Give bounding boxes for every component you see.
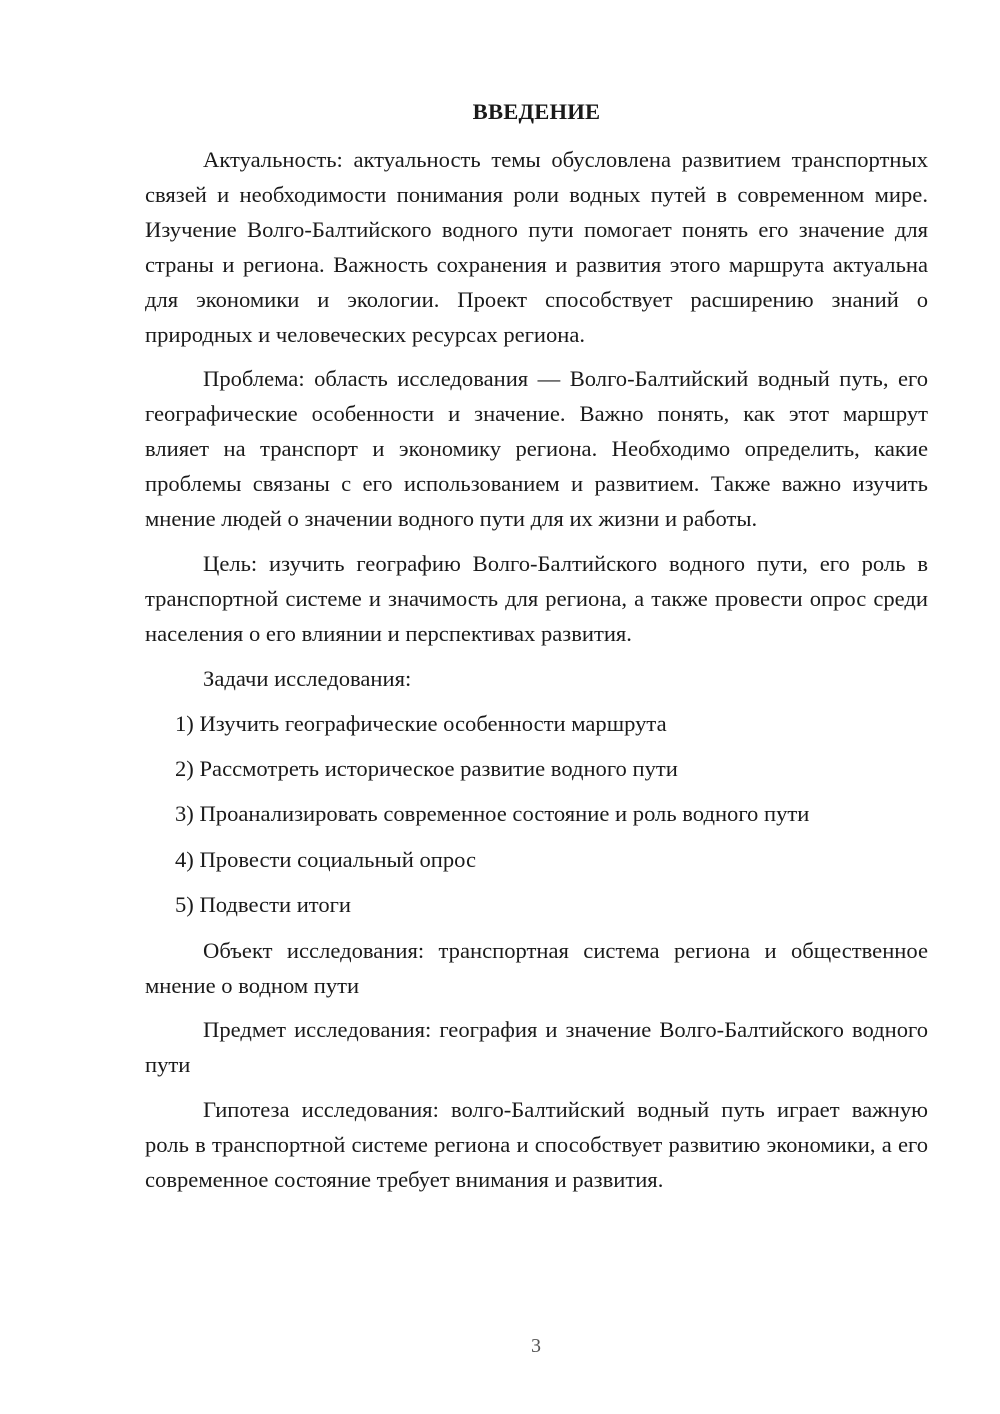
- goal-paragraph: Цель: изучить географию Волго-Балтийского водного пути, его роль в транспортной системе и значимость для региона, а также провести опрос среди населения о его влиянии и перспективах развития.: [145, 550, 928, 646]
- task-item: 2) Рассмотреть историческое развитие водного пути: [175, 756, 678, 781]
- page-content: [145, 95, 928, 1208]
- tasks-list: [145, 707, 928, 924]
- hypothesis-paragraph: Гипотеза исследования: волго-Балтийский водный путь играет важную роль в транспортной системе региона и способствует развитию экономики, а его современное состояние требует внимания и развития.: [145, 1097, 928, 1193]
- task-item: 1) Изучить географические особенности маршрута: [175, 710, 667, 736]
- problem-paragraph: Проблема: область исследования — Волго-Балтийский водный путь, его географические особенности и значение. Важно понять, как этот маршрут влияет на транспорт и экономику региона. Необходимо определить, какие проблемы связаны с его использованием и развитием. Также важно изучить мнение людей о значении водного пути для их жизни и работы.: [145, 366, 928, 532]
- relevance-paragraph: Актуальность: актуальность темы обусловлена развитием транспортных связей и необходимости понимания роли водных путей в современном мире. Изучение Волго-Балтийского водного пути помогает понять его значение для страны и региона. Важность сохранения и развития этого маршрута актуальна для экономики и экологии. Проект способствует расширению знаний о природных и человеческих ресурсах региона.: [145, 147, 928, 347]
- task-item: 4) Провести социальный опрос: [175, 846, 477, 872]
- page-number: 3: [531, 1335, 541, 1357]
- task-item: 3) Проанализировать современное состояние и роль водного пути: [175, 801, 810, 827]
- section-title: ВВЕДЕНИЕ: [472, 99, 601, 124]
- subject-paragraph: Предмет исследования: география и значение Волго-Балтийского водного пути: [145, 1017, 928, 1078]
- tasks-heading: Задачи исследования:: [203, 665, 412, 691]
- object-paragraph: Объект исследования: транспортная система региона и общественное мнение о водном пути: [145, 937, 928, 998]
- task-item: 5) Подвести итоги: [175, 892, 352, 918]
